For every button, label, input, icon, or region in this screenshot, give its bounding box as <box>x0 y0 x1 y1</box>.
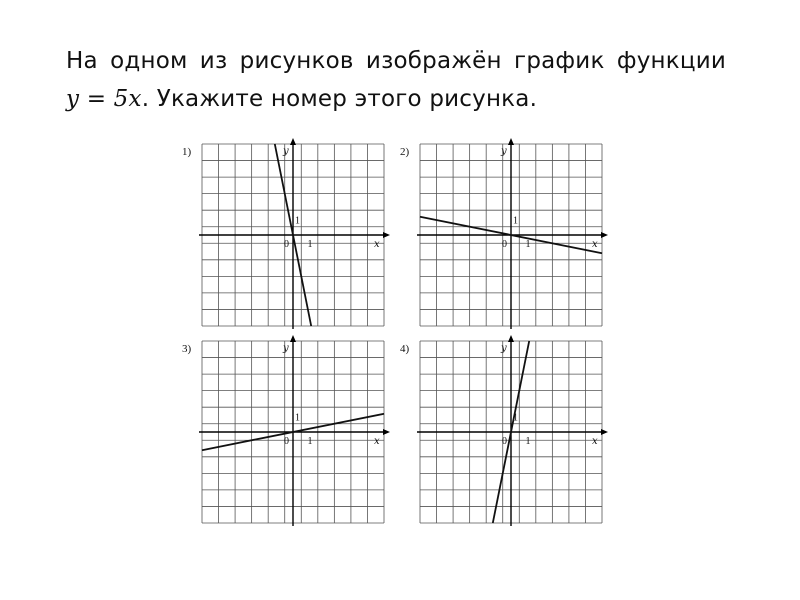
panel-number-label: 2) <box>400 146 410 158</box>
question-instruction: . Укажите номер этого рисунка. <box>141 86 538 112</box>
y-axis-label: y <box>283 343 289 354</box>
y-unit-label: 1 <box>295 412 300 424</box>
x-axis-label: x <box>374 239 380 250</box>
y-axis-arrow <box>508 335 514 342</box>
function-formula: y = 5x <box>66 86 142 112</box>
x-axis-label: x <box>592 239 598 250</box>
x-axis-arrow <box>601 429 608 435</box>
origin-label: 0 <box>502 239 507 250</box>
y-unit-label: 1 <box>295 215 300 227</box>
x-axis-label: x <box>592 436 598 447</box>
x-unit-label: 1 <box>307 436 313 447</box>
x-axis-arrow <box>601 232 608 238</box>
y-axis-arrow <box>290 335 296 342</box>
x-unit-label: 1 <box>307 239 313 250</box>
question-line-1: На одном из рисунков изображён график функции <box>66 48 726 74</box>
origin-label: 0 <box>284 239 289 250</box>
y-axis-arrow <box>290 138 296 145</box>
chart-panel-2 <box>400 138 608 329</box>
x-axis-arrow <box>383 232 390 238</box>
panel-number-label: 4) <box>400 343 410 355</box>
chart-panel-1 <box>182 138 390 329</box>
origin-label: 0 <box>284 436 289 447</box>
y-unit-label: 1 <box>513 215 518 227</box>
y-axis-label: y <box>283 146 289 157</box>
y-axis-label: y <box>501 146 507 157</box>
x-axis-arrow <box>383 429 390 435</box>
panel-number-label: 3) <box>182 343 192 355</box>
y-unit-label: 1 <box>513 412 518 424</box>
x-unit-label: 1 <box>525 239 531 250</box>
panel-number-label: 1) <box>182 146 192 158</box>
y-axis-arrow <box>508 138 514 145</box>
x-axis-label: x <box>374 436 380 447</box>
chart-panel-4 <box>400 335 608 526</box>
y-axis-label: y <box>501 343 507 354</box>
x-unit-label: 1 <box>525 436 531 447</box>
chart-panel-3 <box>182 335 390 526</box>
origin-label: 0 <box>502 436 507 447</box>
